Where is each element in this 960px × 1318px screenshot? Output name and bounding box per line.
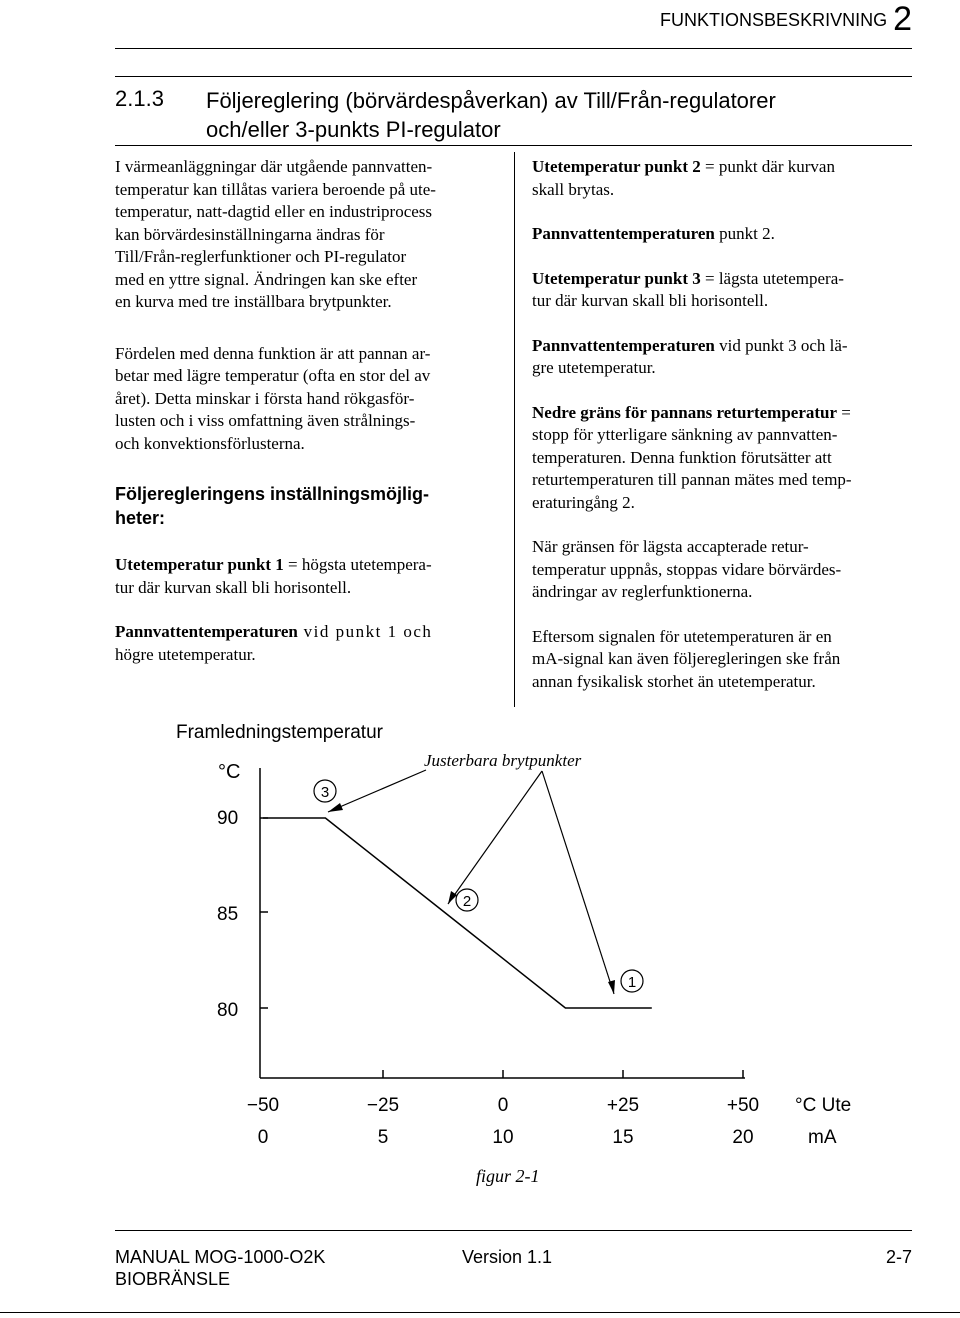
x-tick-label: +25 bbox=[606, 1095, 640, 1116]
text-line: Eftersom signalen för utetemperaturen är en bbox=[532, 626, 832, 646]
text-line: eraturingång 2. bbox=[532, 492, 635, 512]
bottom-rule bbox=[0, 1312, 960, 1313]
text-line: temperatur uppnås, stoppas vidare börvärdes- bbox=[532, 559, 842, 579]
text-line: annan fysikalisk storhet än utetemperatur. bbox=[532, 671, 816, 691]
footer-version: Version 1.1 bbox=[462, 1247, 553, 1267]
paragraph-point1-temp bbox=[115, 621, 500, 666]
term: Nedre gräns för pannans returtemperatur bbox=[532, 402, 838, 422]
header-title: FUNKTIONSBESKRIVNING bbox=[660, 10, 888, 30]
text-line: = punkt där kurvan bbox=[700, 157, 835, 176]
text-line: ändringar av reglerfunktionerna. bbox=[532, 582, 753, 601]
footer-rule bbox=[115, 1230, 912, 1231]
y-axis-unit: °C bbox=[218, 761, 241, 783]
subheading-settings bbox=[115, 482, 500, 530]
paragraph-intro bbox=[115, 156, 500, 314]
section-title-line: och/eller 3-punkts PI-regulator bbox=[206, 117, 501, 142]
text-line: = lägsta utetempera- bbox=[700, 268, 844, 288]
text-line: kan börvärdesinställningarna ändras för bbox=[115, 224, 385, 244]
setpoint-curve bbox=[263, 818, 652, 1008]
text-line: en kurva med tre inställbara brytpunkter. bbox=[115, 292, 392, 311]
section-title-line: Följereglering (börvärdespåverkan) av Till/Från-regulatorer bbox=[206, 88, 776, 113]
text-line: mA-signal kan även följeregleringen ske från bbox=[532, 649, 841, 668]
leader-line bbox=[328, 770, 426, 812]
y-tick-label: 90 bbox=[217, 808, 239, 829]
footer-manual bbox=[115, 1246, 325, 1290]
right-column bbox=[532, 156, 917, 693]
x2-tick-label: 15 bbox=[612, 1127, 634, 1148]
text-line: skall brytas. bbox=[532, 179, 615, 199]
figure-chart bbox=[0, 700, 960, 1200]
text-line: året). Detta minskar i första hand rökgasför- bbox=[115, 388, 415, 408]
chart-title: Framledningstemperatur bbox=[176, 722, 383, 743]
section-number: 2.1.3 bbox=[115, 86, 164, 111]
text-line: När gränsen för lägsta accapterade retur- bbox=[532, 537, 809, 556]
text-line: temperaturen. Denna funktion förutsätter att bbox=[532, 447, 832, 467]
column-divider bbox=[514, 152, 515, 707]
x-axis-unit: °C Ute bbox=[795, 1095, 852, 1116]
paragraph-limit-reached bbox=[532, 536, 917, 604]
text-line: gre utetemperatur. bbox=[532, 358, 656, 377]
text-line: Till/Från-reglerfunktioner och PI-regulator bbox=[115, 247, 407, 266]
term: Utetemperatur punkt 3 bbox=[532, 268, 701, 288]
x2-axis-unit: mA bbox=[808, 1127, 837, 1148]
text-line: = bbox=[837, 402, 851, 422]
breakpoint-label: 3 bbox=[320, 784, 330, 801]
text-line: heter: bbox=[115, 508, 166, 528]
x2-tick-label: 10 bbox=[492, 1127, 514, 1148]
y-tick-label: 85 bbox=[217, 904, 239, 925]
text-line: Följeregleringens inställningsmöjlig- bbox=[115, 484, 430, 504]
text-line: och konvektionsförlusterna. bbox=[115, 433, 305, 453]
text-line: högre utetemperatur. bbox=[115, 644, 256, 664]
term: Pannvattentemperaturen bbox=[532, 335, 715, 355]
header-rule bbox=[115, 48, 912, 49]
y-tick-label: 80 bbox=[217, 1000, 239, 1021]
term: Utetemperatur punkt 2 bbox=[532, 157, 701, 176]
arrowhead bbox=[608, 980, 615, 994]
paragraph-point1 bbox=[115, 554, 500, 599]
section-bottom-rule bbox=[115, 145, 912, 146]
text-line: I värmeanläggningar där utgående pannvatten- bbox=[115, 157, 433, 176]
arrowhead bbox=[328, 803, 343, 812]
x2-tick-label: 0 bbox=[257, 1127, 269, 1148]
text-line: betar med lägre temperatur (ofta en stor del av bbox=[115, 366, 431, 385]
text-line: tur där kurvan skall bli horisontell. bbox=[115, 577, 352, 597]
x-tick-label: 0 bbox=[497, 1095, 509, 1116]
breakpoint-label: 2 bbox=[462, 893, 472, 910]
text-line: vid punkt 3 och lä- bbox=[714, 335, 848, 355]
x-tick-label: −25 bbox=[366, 1095, 400, 1116]
text-line: stopp för ytterligare sänkning av pannvatten- bbox=[532, 425, 838, 444]
paragraph-return-limit bbox=[532, 402, 917, 515]
x-tick-label: −50 bbox=[246, 1095, 280, 1116]
x2-tick-label: 5 bbox=[377, 1127, 389, 1148]
text-line: lusten och i viss omfattning även strålnings- bbox=[115, 411, 416, 430]
text-line: vid punkt 1 och bbox=[297, 622, 433, 641]
manual-subtitle: BIOBRÄNSLE bbox=[115, 1269, 231, 1289]
x-tick-label: +50 bbox=[726, 1095, 760, 1116]
left-column bbox=[115, 156, 500, 688]
text-line: returtemperaturen till pannan mätes med temp- bbox=[532, 470, 852, 489]
chapter-number: 2 bbox=[893, 0, 912, 38]
page-header bbox=[660, 0, 912, 39]
breakpoint-label: 1 bbox=[627, 974, 637, 991]
paragraph-advantage bbox=[115, 343, 500, 456]
paragraph-ma-signal bbox=[532, 626, 917, 694]
text-line: temperatur kan tillåtas variera beroende på ute- bbox=[115, 179, 436, 199]
text-line: tur där kurvan skall bli horisontell. bbox=[532, 291, 769, 310]
x2-tick-label: 20 bbox=[732, 1127, 754, 1148]
leader-line bbox=[448, 771, 542, 904]
leader-line bbox=[542, 771, 614, 994]
text-line: Fördelen med denna funktion är att pannan ar- bbox=[115, 343, 431, 363]
footer-page-number: 2-7 bbox=[885, 1247, 912, 1267]
text-line: med en yttre signal. Ändringen kan ske efter bbox=[115, 269, 418, 289]
term: Pannvattentemperaturen bbox=[532, 224, 715, 243]
paragraph-point2-temp bbox=[532, 223, 917, 246]
text-line: = högsta utetempera- bbox=[283, 555, 432, 574]
paragraph-point3-temp bbox=[532, 335, 917, 380]
term: Utetemperatur punkt 1 bbox=[115, 555, 284, 574]
text-line: temperatur, natt-dagtid eller en industriprocess bbox=[115, 202, 433, 221]
term: Pannvattentemperaturen bbox=[115, 622, 298, 641]
figure-caption: figur 2-1 bbox=[476, 1166, 540, 1186]
section-top-rule bbox=[115, 76, 912, 77]
manual-id: MANUAL MOG-1000-O2K bbox=[115, 1247, 326, 1267]
paragraph-point3 bbox=[532, 268, 917, 313]
paragraph-point2 bbox=[532, 156, 917, 201]
section-title bbox=[206, 86, 906, 144]
breakpoint-annotation: Justerbara brytpunkter bbox=[424, 751, 582, 770]
text-line: punkt 2. bbox=[714, 224, 775, 243]
